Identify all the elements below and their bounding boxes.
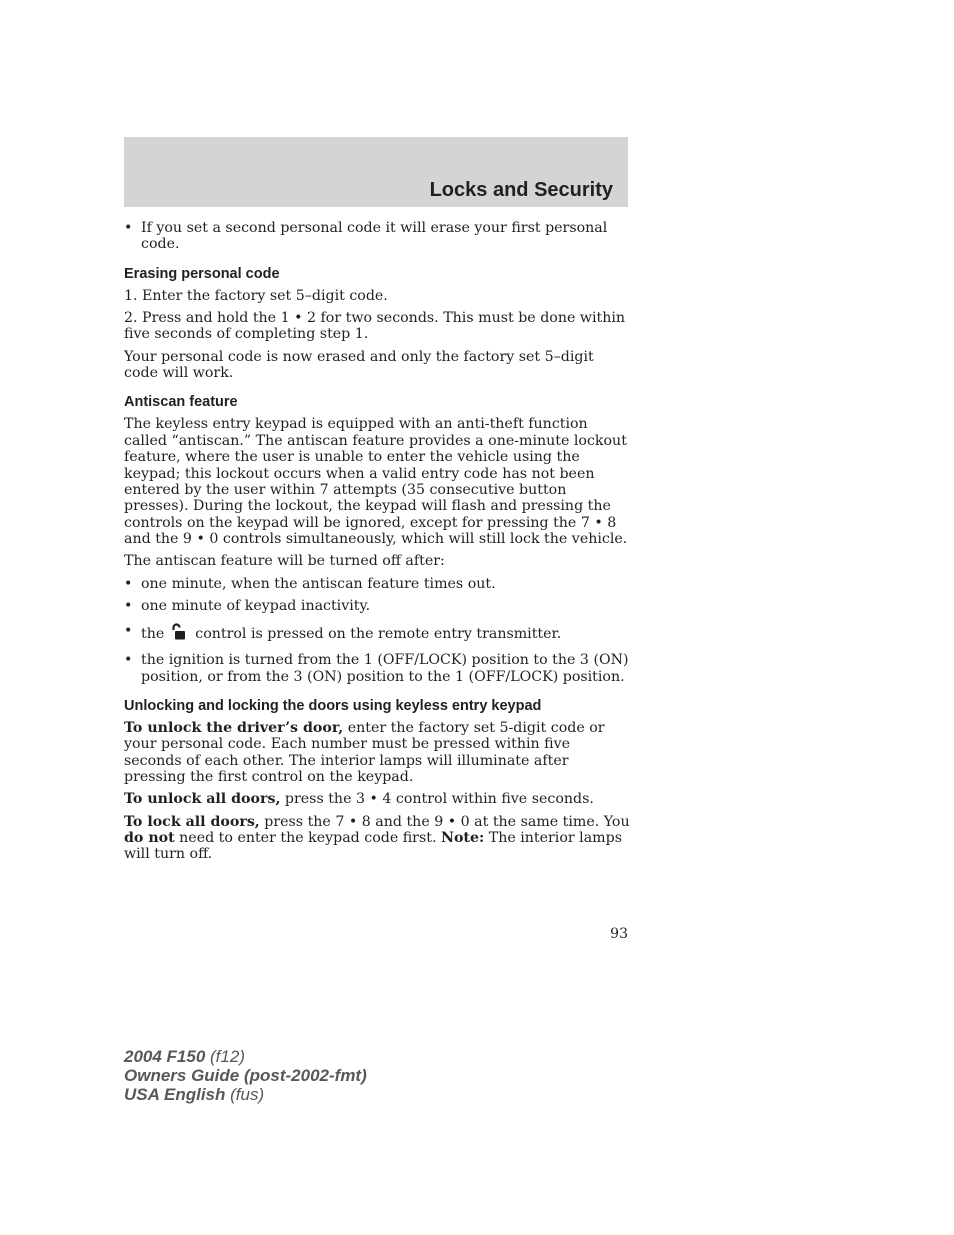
heading-erasing-personal-code: Erasing personal code <box>124 265 280 282</box>
bullet-text: the ignition is turned from the 1 (OFF/LOCK) position to the 3 (ON) position, or from the 3 (ON) position to the 1 (OFF/LOCK) position. <box>141 652 629 685</box>
bullet-text: If you set a second personal code it will erase your first personal code. <box>141 220 608 253</box>
note-label: Note: <box>440 829 485 846</box>
unlock-driver-door-lead: To unlock the driver’s door, <box>124 719 344 736</box>
list-item <box>124 576 630 592</box>
page-number: 93 <box>610 926 628 942</box>
bullet-text-post: control is pressed on the remote entry transmitter. <box>195 625 562 642</box>
erasing-step-2: 2. Press and hold the 1 • 2 for two seconds. This must be done within five seconds of completing step 1. <box>124 310 626 343</box>
do-not-emphasis: do not <box>124 829 175 846</box>
unlock-all-doors-text: press the 3 • 4 control within five seconds. <box>280 791 594 808</box>
footer-line-model <box>124 1047 367 1066</box>
unlock-driver-door-paragraph <box>124 720 630 786</box>
document-footer <box>124 1047 367 1104</box>
bullet-marker: • <box>124 622 133 639</box>
footer-line-guide <box>124 1066 367 1085</box>
antiscan-paragraph: The keyless entry keypad is equipped with an anti-theft function called “antiscan.” The antiscan feature provides a one-minute lockout feature, where the user is unable to enter the vehicle using the keypad; this lockout occurs when a valid entry code has not been entered by the user within 7 attempts (35 consecutive button presses). During the lockout, the keypad will flash and pressing the controls on the keypad will be ignored, except for pressing the 7 • 8 and the 9 • 0 controls simultaneously, which will still lock the vehicle. <box>124 416 628 548</box>
list-item <box>124 623 630 644</box>
footer-language-code: (fus) <box>225 1085 265 1104</box>
unlock-all-doors-lead: To unlock all doors, <box>124 791 281 808</box>
bullet-text-pre: the <box>141 625 165 642</box>
lock-all-doors-text-2: need to enter the keypad code first. <box>174 829 441 846</box>
heading-keyless-entry-keypad: Unlocking and locking the doors using keyless entry keypad <box>124 697 542 714</box>
bullet-text: one minute of keypad inactivity. <box>141 598 371 615</box>
footer-model-code: (f12) <box>205 1047 245 1066</box>
list-item <box>124 598 630 614</box>
lock-all-doors-paragraph <box>124 814 630 863</box>
bullet-marker: • <box>124 575 133 592</box>
footer-language: USA English <box>124 1085 226 1104</box>
unlock-driver-door-text: enter the factory set 5-digit code or your personal code. Each number must be pressed within five seconds of each other. The interior lamps will illuminate after pressing the first control on the keypad. <box>124 719 605 786</box>
list-item <box>124 652 630 685</box>
note-text: The interior lamps will turn off. <box>124 829 622 863</box>
unlock-icon <box>171 623 185 644</box>
heading-antiscan-feature: Antiscan feature <box>124 394 238 411</box>
erasing-step-1: 1. Enter the factory set 5–digit code. <box>124 287 388 304</box>
bullet-text: one minute, when the antiscan feature times out. <box>141 575 496 592</box>
section-header-band <box>124 137 628 207</box>
page-content <box>124 220 630 869</box>
list-item <box>124 220 630 253</box>
unlock-all-doors-paragraph <box>124 791 630 807</box>
section-title: Locks and Security <box>429 179 613 201</box>
bullet-marker: • <box>124 220 133 236</box>
footer-model: 2004 F150 <box>124 1047 206 1066</box>
bullet-marker: • <box>124 652 133 669</box>
bullet-marker: • <box>124 598 133 615</box>
footer-line-language <box>124 1085 367 1104</box>
antiscan-off-intro: The antiscan feature will be turned off after: <box>124 553 445 570</box>
footer-guide: Owners Guide (post-2002-fmt) <box>124 1066 367 1085</box>
lock-all-doors-text: press the 7 • 8 and the 9 • 0 at the same time. You <box>259 813 630 830</box>
lock-all-doors-lead: To lock all doors, <box>124 813 260 830</box>
erasing-result: Your personal code is now erased and only the factory set 5–digit code will work. <box>124 348 594 382</box>
